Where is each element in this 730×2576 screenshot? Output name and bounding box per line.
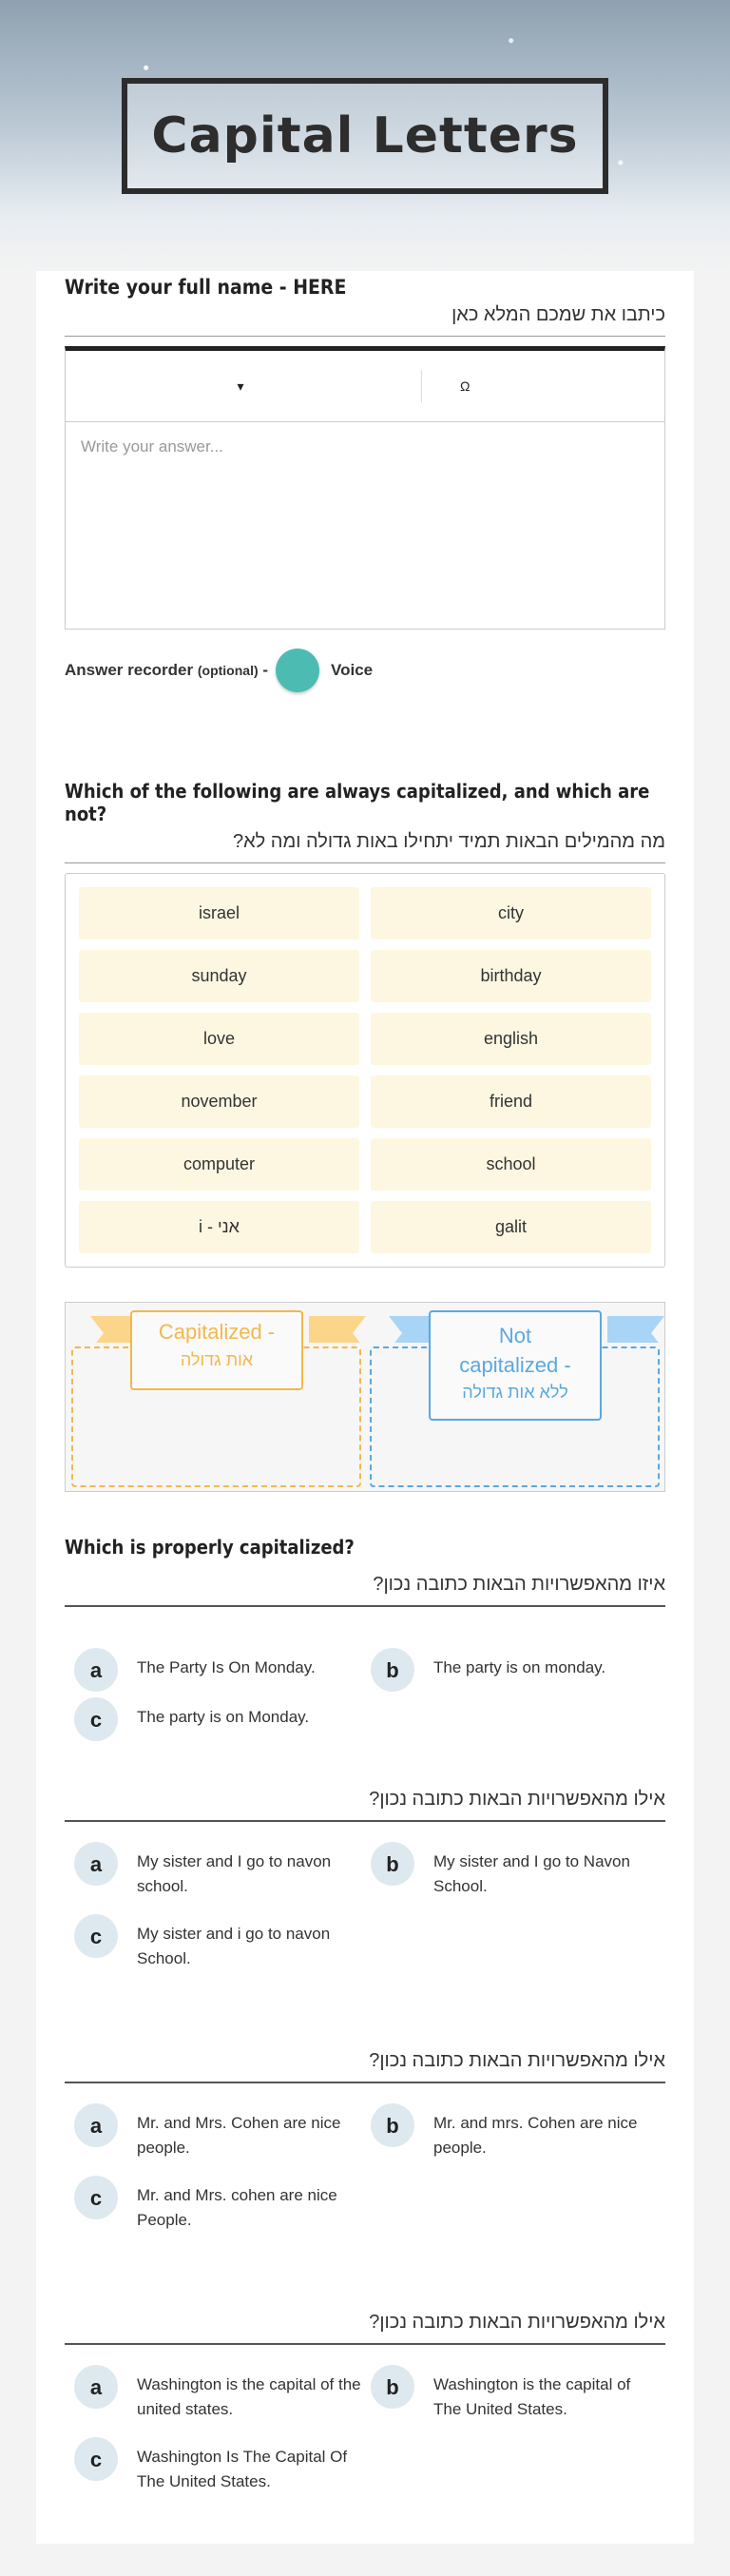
name-label-en: Write your full name - HERE bbox=[65, 276, 347, 299]
word-tile[interactable]: i - אני bbox=[79, 1201, 359, 1253]
mc1-question-en: Which is properly capitalized? bbox=[65, 1536, 355, 1559]
name-label-he: כיתבו את שמכם המלא כאן bbox=[65, 304, 665, 337]
mc-question-4 bbox=[65, 2306, 665, 2490]
mc2-option-b[interactable] bbox=[371, 1850, 661, 1898]
option-letter-badge: a bbox=[74, 1842, 118, 1886]
answer-textarea[interactable]: Write your answer... bbox=[65, 422, 665, 629]
option-letter-badge: a bbox=[74, 1648, 118, 1692]
option-letter-badge: b bbox=[371, 2365, 414, 2409]
mc1-option-c[interactable] bbox=[74, 1705, 364, 1741]
mc2-question-he: אילו מהאפשרויות הבאות כתובה נכון? bbox=[65, 1789, 665, 1822]
sort-question-he: מה מהמילים הבאות תמיד יתחילו באות גדולה ומה לא? bbox=[65, 831, 665, 863]
option-text: Mr. and Mrs. Cohen are nice people. bbox=[137, 2114, 341, 2157]
recorder-dash: - bbox=[262, 661, 269, 679]
answer-recorder bbox=[65, 649, 665, 692]
mc1-option-a[interactable] bbox=[74, 1656, 364, 1692]
mc3-option-c[interactable] bbox=[74, 2183, 364, 2232]
mc4-option-a[interactable] bbox=[74, 2373, 364, 2421]
word-tile[interactable]: november bbox=[79, 1075, 359, 1128]
option-letter-badge: c bbox=[74, 1914, 118, 1958]
voice-label: Voice bbox=[331, 661, 374, 679]
word-tile[interactable]: computer bbox=[79, 1138, 359, 1191]
word-tile[interactable]: english bbox=[371, 1013, 651, 1065]
mc2-option-a[interactable] bbox=[74, 1850, 364, 1898]
mc1-option-b[interactable] bbox=[371, 1656, 661, 1692]
option-text: Washington Is The Capital Of The United States. bbox=[137, 2448, 348, 2490]
sort-drop-area bbox=[65, 1302, 665, 1492]
word-tile[interactable]: friend bbox=[371, 1075, 651, 1128]
recorder-label: Answer recorder bbox=[65, 661, 194, 679]
not-capitalized-label: Not capitalized - bbox=[459, 1324, 571, 1377]
page-title: Capital Letters bbox=[151, 107, 579, 165]
mc1-question-he: איזו מהאפשרויות הבאות כתובה נכון? bbox=[65, 1574, 665, 1607]
mc2-option-c[interactable] bbox=[74, 1922, 364, 1970]
capitalized-tag bbox=[130, 1310, 303, 1390]
not-capitalized-label-he: ללא אות גדולה bbox=[462, 1382, 568, 1402]
worksheet bbox=[36, 271, 694, 2544]
word-tile[interactable]: israel bbox=[79, 887, 359, 939]
mc-question-3 bbox=[65, 2044, 665, 2229]
word-tile[interactable]: city bbox=[371, 887, 651, 939]
option-text: The Party Is On Monday. bbox=[137, 1658, 316, 1676]
sort-section bbox=[65, 780, 665, 1492]
mc4-option-c[interactable] bbox=[74, 2445, 364, 2493]
option-letter-badge: c bbox=[74, 2437, 118, 2481]
recorder-optional: (optional) bbox=[197, 663, 259, 678]
option-text: Washington is the capital of The United States. bbox=[433, 2375, 631, 2418]
record-button[interactable] bbox=[276, 649, 319, 692]
option-letter-badge: b bbox=[371, 1648, 414, 1692]
not-capitalized-tag bbox=[429, 1310, 602, 1421]
option-letter-badge: c bbox=[74, 1697, 118, 1741]
toolbar-divider bbox=[421, 370, 422, 402]
mc-question-2 bbox=[65, 1783, 665, 1967]
word-tile[interactable]: love bbox=[79, 1013, 359, 1065]
option-text: Mr. and Mrs. cohen are nice People. bbox=[137, 2186, 337, 2229]
format-dropdown[interactable]: ▾ bbox=[237, 378, 244, 394]
mc3-option-b[interactable] bbox=[371, 2111, 661, 2160]
special-char-button[interactable]: Ω bbox=[460, 378, 471, 394]
mc-question-1 bbox=[65, 1536, 665, 1732]
mc3-question-he: אילו מהאפשרויות הבאות כתובה נכון? bbox=[65, 2050, 665, 2083]
word-tile[interactable]: school bbox=[371, 1138, 651, 1191]
mc4-question-he: אילו מהאפשרויות הבאות כתובה נכון? bbox=[65, 2312, 665, 2345]
editor-toolbar bbox=[65, 346, 665, 422]
title-box bbox=[122, 78, 608, 194]
word-tile[interactable]: birthday bbox=[371, 950, 651, 1002]
option-letter-badge: a bbox=[74, 2103, 118, 2147]
word-tile[interactable]: sunday bbox=[79, 950, 359, 1002]
option-text: The party is on Monday. bbox=[137, 1708, 310, 1726]
name-section bbox=[65, 276, 665, 692]
option-text: Mr. and mrs. Cohen are nice people. bbox=[433, 2114, 638, 2157]
capitalized-label: Capitalized - bbox=[158, 1320, 276, 1344]
option-text: Washington is the capital of the united states. bbox=[137, 2375, 361, 2418]
option-text: My sister and I go to navon school. bbox=[137, 1852, 332, 1895]
header-banner bbox=[0, 0, 730, 271]
option-text: The party is on monday. bbox=[433, 1658, 606, 1676]
mc3-option-a[interactable] bbox=[74, 2111, 364, 2160]
word-bank bbox=[65, 873, 665, 1268]
sort-question-en: Which of the following are always capitalized, and which are not? bbox=[65, 780, 650, 825]
option-letter-badge: c bbox=[74, 2176, 118, 2219]
capitalized-label-he: אות גדולה bbox=[180, 1350, 254, 1369]
option-letter-badge: b bbox=[371, 2103, 414, 2147]
option-text: My sister and I go to Navon School. bbox=[433, 1852, 630, 1895]
option-text: My sister and i go to navon School. bbox=[137, 1925, 331, 1967]
word-tile[interactable]: galit bbox=[371, 1201, 651, 1253]
mc4-option-b[interactable] bbox=[371, 2373, 661, 2421]
option-letter-badge: a bbox=[74, 2365, 118, 2409]
option-letter-badge: b bbox=[371, 1842, 414, 1886]
